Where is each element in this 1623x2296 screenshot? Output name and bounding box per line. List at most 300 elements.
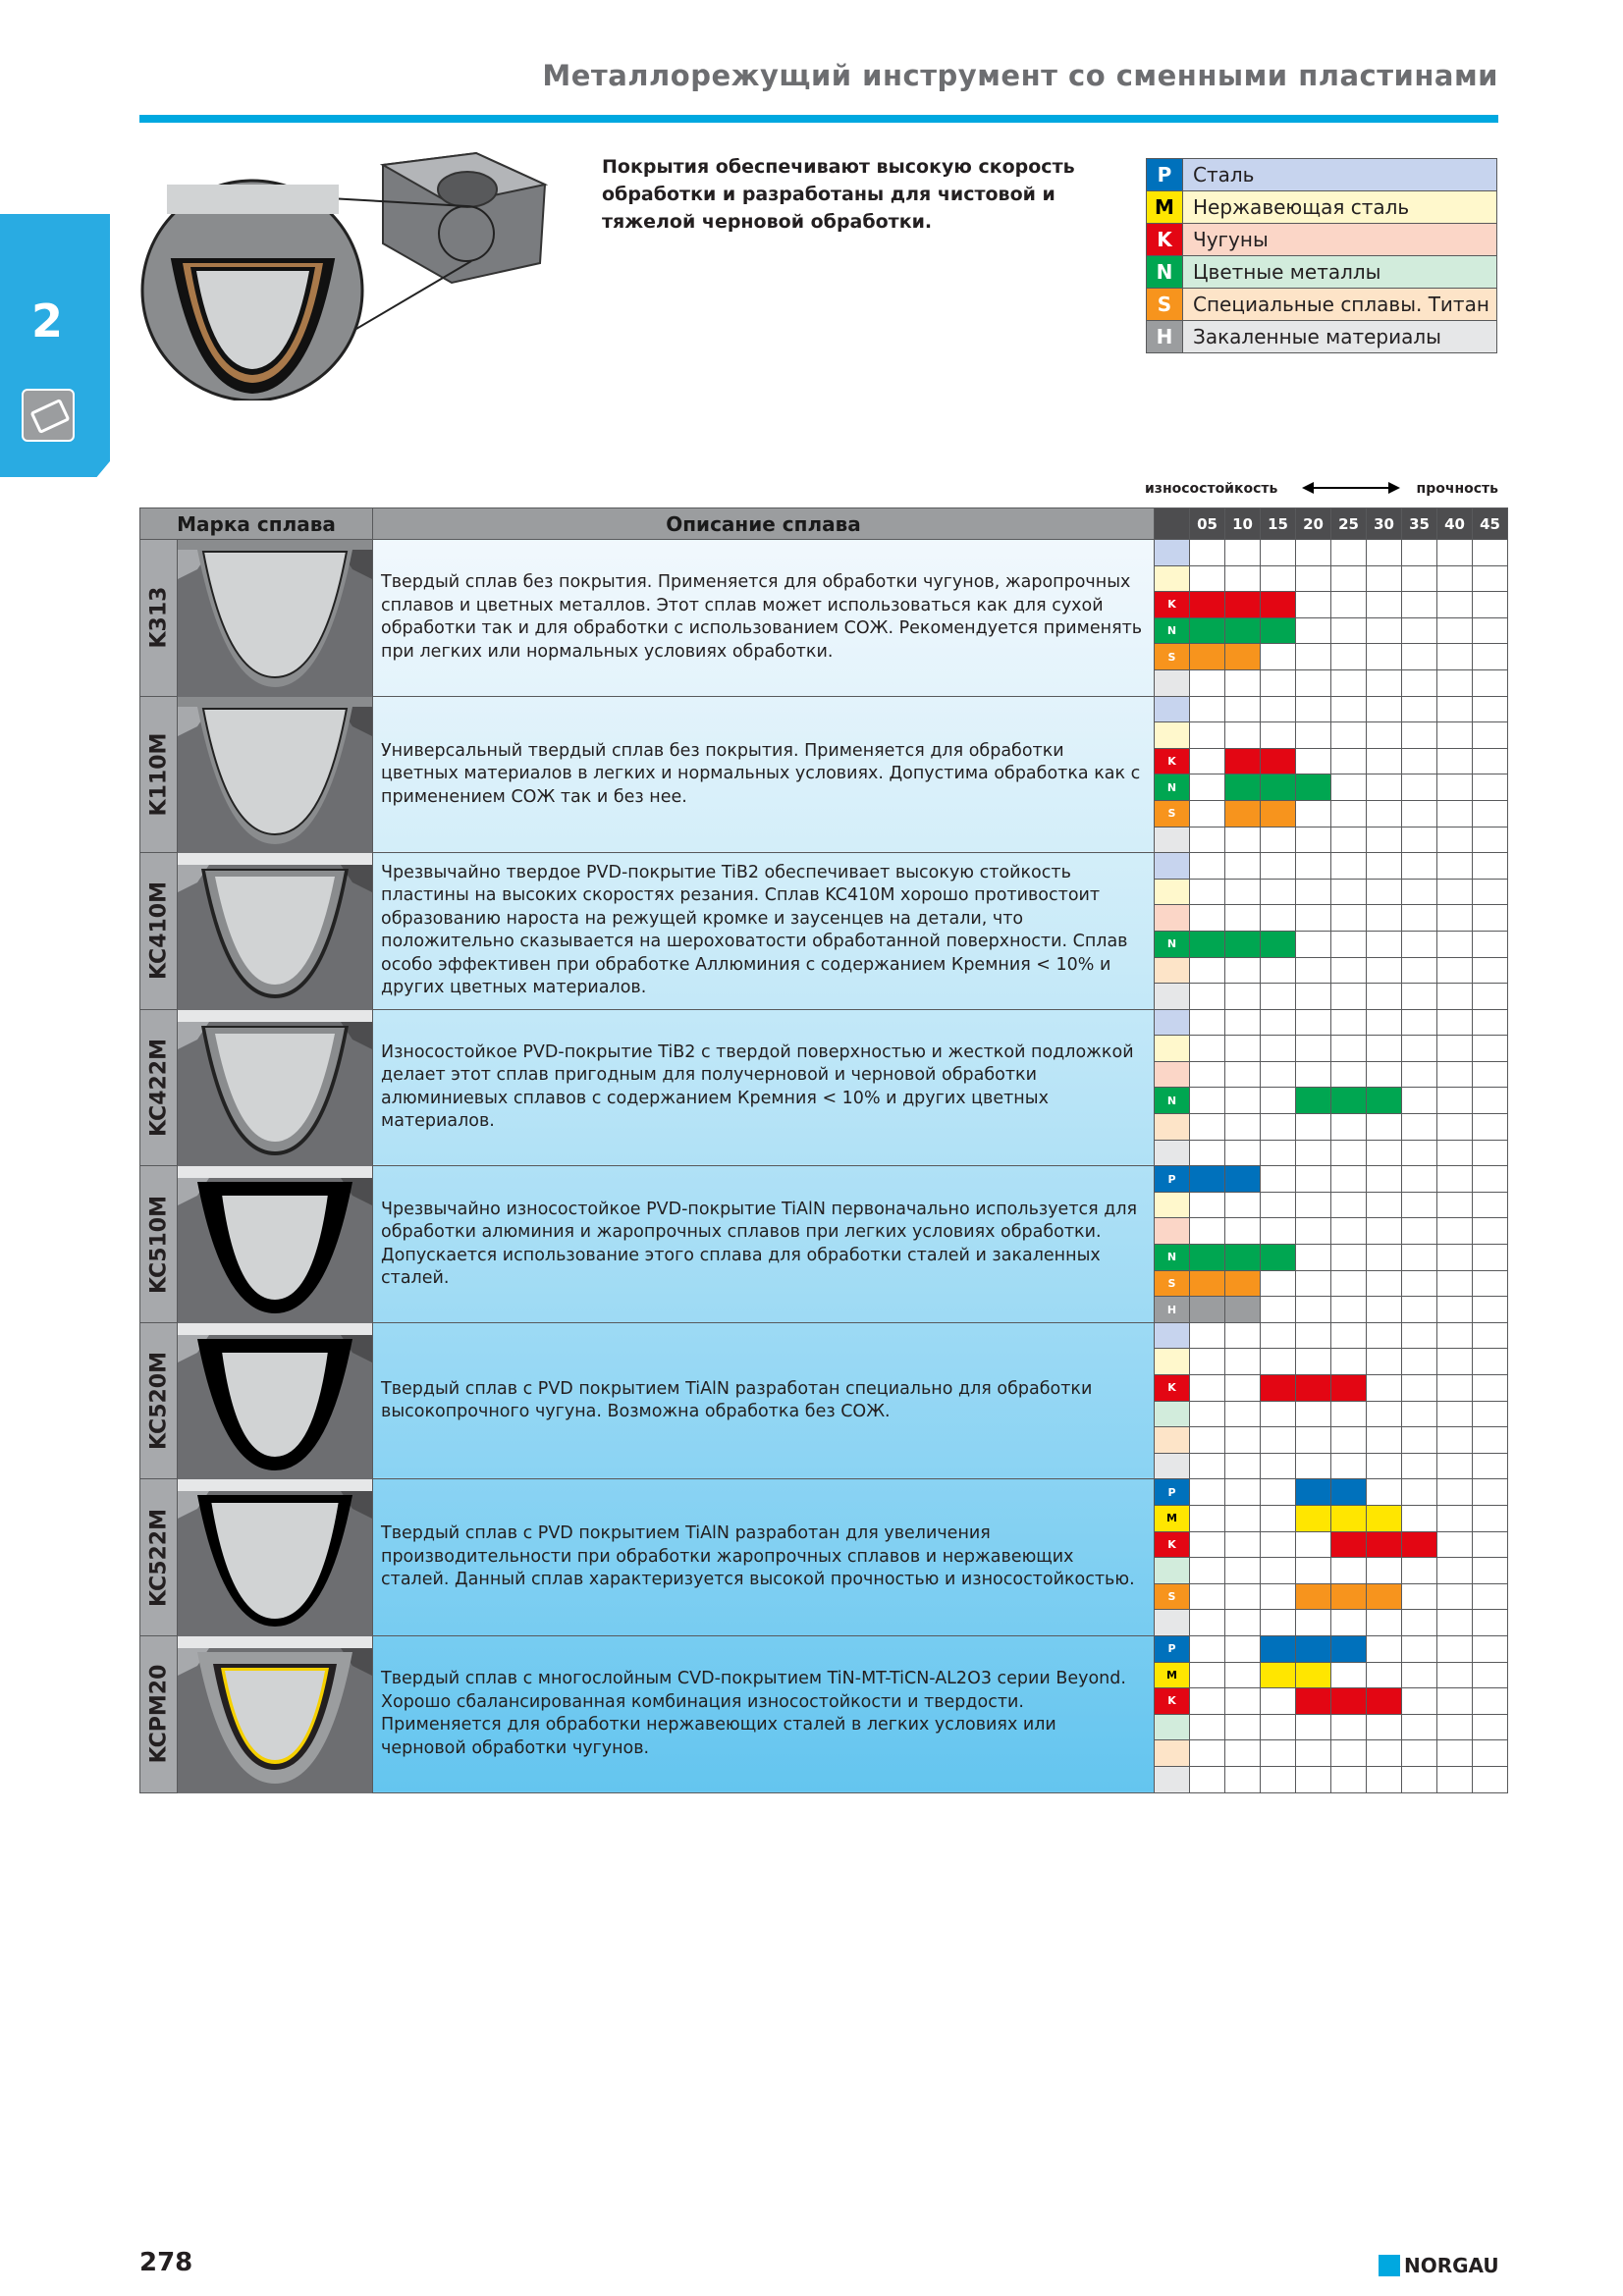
- application-range-cell: [1331, 1166, 1367, 1193]
- application-range-cell: [1261, 565, 1296, 592]
- legend-code: M: [1147, 191, 1183, 224]
- application-range-cell: [1261, 1322, 1296, 1349]
- legend-row: [1147, 289, 1497, 321]
- grade-name-cell: [140, 853, 178, 1010]
- grade-description: Универсальный твердый сплав без покрытия. Применяется для обработки цветных материалов в легких и нормальных условиях. Допустима обработка как с применением СОЖ так и без нее.: [373, 696, 1155, 853]
- application-range-cell: [1225, 1270, 1261, 1297]
- group-code-cell: S: [1155, 1583, 1190, 1610]
- application-range-cell: [1473, 748, 1508, 774]
- application-range-cell: [1402, 1036, 1437, 1062]
- group-code-cell: [1155, 853, 1190, 880]
- grade-description: Твердый сплав без покрытия. Применяется для обработки чугунов, жаропрочных сплавов и цветных металлов. Этот сплав может использоваться как для сухой обработки так и для обработки с использованием СОЖ. Рекомендуется применять при легких или нормальных условиях обработки.: [373, 540, 1155, 697]
- application-range-cell: [1331, 1479, 1367, 1506]
- application-range-cell: [1367, 905, 1402, 932]
- application-range-cell: [1190, 669, 1225, 696]
- application-range-cell: [1473, 1061, 1508, 1088]
- application-range-cell: [1261, 1140, 1296, 1166]
- application-range-cell: [1437, 1140, 1473, 1166]
- application-range-cell: [1473, 1349, 1508, 1375]
- application-range-cell: [1190, 957, 1225, 984]
- application-range-cell: [1402, 879, 1437, 905]
- group-code-cell: [1155, 957, 1190, 984]
- application-range-cell: [1402, 1635, 1437, 1662]
- application-range-cell: [1473, 1766, 1508, 1792]
- application-range-cell: [1225, 1740, 1261, 1767]
- application-range-cell: [1437, 1427, 1473, 1454]
- grade-subrow: [140, 853, 1508, 880]
- application-range-cell: [1473, 1453, 1508, 1479]
- application-range-cell: [1473, 1505, 1508, 1531]
- grade-name: KC522M: [146, 1508, 171, 1607]
- application-range-cell: [1367, 617, 1402, 644]
- application-range-cell: [1437, 1714, 1473, 1740]
- application-range-cell: [1367, 800, 1402, 827]
- application-range-cell: [1296, 540, 1331, 566]
- group-code-cell: [1155, 1036, 1190, 1062]
- grade-description: Твердый сплав с PVD покрытием TiAlN разработан для увеличения производительности при обработки жаропрочных сплавов и нержавеющих сталей. Данный сплав характеризуется высокой прочностью и износостойкостью.: [373, 1479, 1155, 1636]
- application-range-cell: [1473, 1297, 1508, 1323]
- application-range-cell: [1367, 1375, 1402, 1402]
- application-range-cell: [1296, 1714, 1331, 1740]
- application-range-cell: [1190, 1583, 1225, 1610]
- application-range-cell: [1331, 1688, 1367, 1715]
- application-range-cell: [1190, 1479, 1225, 1506]
- application-range-cell: [1402, 1140, 1437, 1166]
- application-range-cell: [1437, 1740, 1473, 1767]
- application-range-cell: [1367, 696, 1402, 722]
- application-range-cell: [1402, 1192, 1437, 1218]
- scale-column-header: 05: [1190, 508, 1225, 540]
- group-code-cell: [1155, 1714, 1190, 1740]
- application-range-cell: [1402, 1766, 1437, 1792]
- application-range-cell: [1261, 1270, 1296, 1297]
- group-code-cell: [1155, 1322, 1190, 1349]
- group-code-cell: [1155, 1349, 1190, 1375]
- scale-column-header: 30: [1367, 508, 1402, 540]
- legend-code: N: [1147, 256, 1183, 289]
- legend-code: K: [1147, 224, 1183, 256]
- application-range-cell: [1473, 827, 1508, 853]
- application-range-cell: [1296, 1009, 1331, 1036]
- application-range-cell: [1261, 1114, 1296, 1141]
- application-range-cell: [1190, 1009, 1225, 1036]
- application-range-cell: [1261, 1349, 1296, 1375]
- application-range-cell: [1367, 1322, 1402, 1349]
- application-range-cell: [1261, 1009, 1296, 1036]
- application-range-cell: [1402, 853, 1437, 880]
- application-range-cell: [1367, 1453, 1402, 1479]
- application-range-cell: [1473, 853, 1508, 880]
- application-range-cell: [1367, 1245, 1402, 1271]
- application-range-cell: [1261, 827, 1296, 853]
- application-range-cell: [1261, 1662, 1296, 1688]
- grade-name: KC410M: [146, 881, 171, 981]
- material-group-legend: [1146, 158, 1497, 353]
- application-range-cell: [1261, 644, 1296, 670]
- application-range-cell: [1225, 1375, 1261, 1402]
- grade-description: Чрезвычайно твердое PVD-покрытие TiB2 обеспечивает высокую стойкость пластины на высоких скоростях резания. Сплав KC410M хорошо противостоит образованию нароста на режущей кромке и заусенцев на детали, что положительно сказывается на шероховатости обработанной поверхности. Сплав особо эффективен при обработке Аллюминия с содержанием Кремния < 10% и других цветных материалов.: [373, 853, 1155, 1010]
- application-range-cell: [1473, 1009, 1508, 1036]
- application-range-cell: [1402, 931, 1437, 957]
- application-range-cell: [1296, 774, 1331, 801]
- application-range-cell: [1367, 748, 1402, 774]
- application-range-cell: [1296, 722, 1331, 749]
- application-range-cell: [1402, 957, 1437, 984]
- grade-name: KCPM20: [146, 1664, 171, 1764]
- group-code-cell: [1155, 669, 1190, 696]
- application-range-cell: [1402, 592, 1437, 618]
- grade-name-cell: [140, 1322, 178, 1479]
- application-range-cell: [1225, 748, 1261, 774]
- application-range-cell: [1225, 1245, 1261, 1271]
- header-rule: [139, 115, 1498, 123]
- application-range-cell: [1296, 1479, 1331, 1506]
- application-range-cell: [1225, 1088, 1261, 1114]
- application-range-cell: [1331, 1218, 1367, 1245]
- application-range-cell: [1437, 1322, 1473, 1349]
- application-range-cell: [1473, 1583, 1508, 1610]
- application-range-cell: [1296, 1558, 1331, 1584]
- application-range-cell: [1437, 1192, 1473, 1218]
- application-range-cell: [1190, 722, 1225, 749]
- application-range-cell: [1437, 1401, 1473, 1427]
- application-range-cell: [1190, 853, 1225, 880]
- group-code-cell: [1155, 1218, 1190, 1245]
- application-range-cell: [1437, 879, 1473, 905]
- application-range-cell: [1473, 1140, 1508, 1166]
- application-range-cell: [1473, 1740, 1508, 1767]
- application-range-cell: [1402, 1218, 1437, 1245]
- application-range-cell: [1190, 1531, 1225, 1558]
- scale-column-header: 10: [1225, 508, 1261, 540]
- application-range-cell: [1402, 1297, 1437, 1323]
- application-range-cell: [1367, 1531, 1402, 1558]
- application-range-cell: [1190, 984, 1225, 1010]
- application-range-cell: [1225, 1583, 1261, 1610]
- application-range-cell: [1473, 931, 1508, 957]
- application-range-cell: [1402, 540, 1437, 566]
- group-code-cell: [1155, 905, 1190, 932]
- application-range-cell: [1473, 565, 1508, 592]
- application-range-cell: [1331, 592, 1367, 618]
- application-range-cell: [1296, 1427, 1331, 1454]
- application-range-cell: [1367, 1114, 1402, 1141]
- application-range-cell: [1367, 879, 1402, 905]
- legend-label: Закаленные материалы: [1183, 321, 1497, 353]
- application-range-cell: [1437, 853, 1473, 880]
- application-range-cell: [1190, 1061, 1225, 1088]
- grade-name: K110M: [146, 732, 171, 817]
- scale-direction: [1145, 477, 1498, 501]
- application-range-cell: [1261, 540, 1296, 566]
- application-range-cell: [1261, 1505, 1296, 1531]
- application-range-cell: [1473, 669, 1508, 696]
- application-range-cell: [1190, 1505, 1225, 1531]
- application-range-cell: [1261, 1479, 1296, 1506]
- application-range-cell: [1331, 853, 1367, 880]
- application-range-cell: [1331, 617, 1367, 644]
- group-code-cell: [1155, 1558, 1190, 1584]
- application-range-cell: [1473, 800, 1508, 827]
- application-range-cell: [1190, 1270, 1225, 1297]
- application-range-cell: [1225, 1192, 1261, 1218]
- application-range-cell: [1437, 1766, 1473, 1792]
- application-range-cell: [1402, 1245, 1437, 1271]
- application-range-cell: [1261, 905, 1296, 932]
- application-range-cell: [1190, 1114, 1225, 1141]
- application-range-cell: [1296, 1531, 1331, 1558]
- application-range-cell: [1473, 1427, 1508, 1454]
- group-code-cell: N: [1155, 617, 1190, 644]
- application-range-cell: [1296, 592, 1331, 618]
- application-range-cell: [1402, 1479, 1437, 1506]
- application-range-cell: [1331, 1061, 1367, 1088]
- application-range-cell: [1331, 1270, 1367, 1297]
- group-code-cell: M: [1155, 1662, 1190, 1688]
- application-range-cell: [1402, 1114, 1437, 1141]
- application-range-cell: [1331, 644, 1367, 670]
- application-range-cell: [1261, 1166, 1296, 1193]
- application-range-cell: [1473, 722, 1508, 749]
- grade-name-cell: [140, 696, 178, 853]
- application-range-cell: [1261, 592, 1296, 618]
- group-code-cell: [1155, 696, 1190, 722]
- application-range-cell: [1367, 669, 1402, 696]
- legend-code: S: [1147, 289, 1183, 321]
- application-range-cell: [1261, 1427, 1296, 1454]
- application-range-cell: [1225, 984, 1261, 1010]
- application-range-cell: [1473, 1114, 1508, 1141]
- group-code-cell: K: [1155, 592, 1190, 618]
- application-range-cell: [1190, 696, 1225, 722]
- application-range-cell: [1190, 1166, 1225, 1193]
- application-range-cell: [1473, 1479, 1508, 1506]
- application-range-cell: [1296, 1610, 1331, 1636]
- application-range-cell: [1367, 931, 1402, 957]
- application-range-cell: [1190, 540, 1225, 566]
- application-range-cell: [1437, 931, 1473, 957]
- grade-description: Чрезвычайно износостойкое PVD-покрытие TiAlN первоначально используется для обработки алюминия и жаропрочных сплавов при легких условиях обработки. Допускается использование этого сплава для обработки сталей и закаленных сталей.: [373, 1166, 1155, 1323]
- application-range-cell: [1225, 1427, 1261, 1454]
- application-range-cell: [1367, 1714, 1402, 1740]
- group-code-cell: N: [1155, 1245, 1190, 1271]
- application-range-cell: [1402, 827, 1437, 853]
- application-range-cell: [1367, 1610, 1402, 1636]
- application-range-cell: [1296, 1688, 1331, 1715]
- application-range-cell: [1296, 644, 1331, 670]
- application-range-cell: [1261, 722, 1296, 749]
- application-range-cell: [1225, 1714, 1261, 1740]
- application-range-cell: [1367, 1140, 1402, 1166]
- application-range-cell: [1331, 1610, 1367, 1636]
- application-range-cell: [1190, 644, 1225, 670]
- double-arrow-icon: [1302, 481, 1400, 495]
- application-range-cell: [1331, 1009, 1367, 1036]
- application-range-cell: [1296, 565, 1331, 592]
- application-range-cell: [1402, 644, 1437, 670]
- legend-code: H: [1147, 321, 1183, 353]
- application-range-cell: [1225, 617, 1261, 644]
- application-range-cell: [1296, 1349, 1331, 1375]
- application-range-cell: [1296, 1036, 1331, 1062]
- grade-table: [139, 507, 1508, 1793]
- application-range-cell: [1261, 1714, 1296, 1740]
- application-range-cell: [1296, 1218, 1331, 1245]
- application-range-cell: [1225, 1061, 1261, 1088]
- application-range-cell: [1296, 1583, 1331, 1610]
- group-code-cell: [1155, 540, 1190, 566]
- application-range-cell: [1261, 957, 1296, 984]
- application-range-cell: [1225, 565, 1261, 592]
- application-range-cell: [1331, 984, 1367, 1010]
- grade-description: Износостойкое PVD-покрытие TiB2 с твердой поверхностью и жесткой подложкой делает этот сплав пригодным для получерновой и черновой обработки алюминиевых сплавов с содержанием Кремния < 10% и других цветных материалов.: [373, 1009, 1155, 1166]
- grade-name-cell: [140, 1166, 178, 1323]
- application-range-cell: [1225, 905, 1261, 932]
- group-code-cell: K: [1155, 1688, 1190, 1715]
- application-range-cell: [1437, 617, 1473, 644]
- application-range-cell: [1296, 1662, 1331, 1688]
- group-code-cell: K: [1155, 1531, 1190, 1558]
- application-range-cell: [1225, 879, 1261, 905]
- application-range-cell: [1296, 905, 1331, 932]
- application-range-cell: [1367, 1166, 1402, 1193]
- insert-profile-image: [178, 1479, 373, 1636]
- group-code-cell: M: [1155, 1505, 1190, 1531]
- application-range-cell: [1473, 696, 1508, 722]
- group-code-cell: H: [1155, 1297, 1190, 1323]
- description-column-header: Описание сплава: [373, 508, 1155, 540]
- application-range-cell: [1261, 1218, 1296, 1245]
- application-range-cell: [1331, 1427, 1367, 1454]
- legend-label: Специальные сплавы. Титан: [1183, 289, 1497, 321]
- application-range-cell: [1473, 1401, 1508, 1427]
- application-range-cell: [1402, 774, 1437, 801]
- legend-code: P: [1147, 159, 1183, 191]
- application-range-cell: [1261, 774, 1296, 801]
- application-range-cell: [1402, 1401, 1437, 1427]
- application-range-cell: [1225, 1558, 1261, 1584]
- application-range-cell: [1367, 1218, 1402, 1245]
- application-range-cell: [1261, 1453, 1296, 1479]
- group-code-cell: [1155, 984, 1190, 1010]
- application-range-cell: [1331, 1714, 1367, 1740]
- group-code-cell: [1155, 827, 1190, 853]
- application-range-cell: [1331, 1635, 1367, 1662]
- application-range-cell: [1261, 1558, 1296, 1584]
- application-range-cell: [1190, 1140, 1225, 1166]
- application-range-cell: [1473, 617, 1508, 644]
- application-range-cell: [1437, 1505, 1473, 1531]
- application-range-cell: [1331, 1088, 1367, 1114]
- application-range-cell: [1367, 644, 1402, 670]
- group-code-cell: N: [1155, 774, 1190, 801]
- application-range-cell: [1261, 669, 1296, 696]
- application-range-cell: [1402, 565, 1437, 592]
- application-range-cell: [1190, 800, 1225, 827]
- application-range-cell: [1331, 565, 1367, 592]
- legend-row: [1147, 224, 1497, 256]
- grade-name: KC510M: [146, 1195, 171, 1294]
- toughness-label: прочность: [1416, 481, 1498, 497]
- application-range-cell: [1473, 1036, 1508, 1062]
- group-code-cell: [1155, 1192, 1190, 1218]
- application-range-cell: [1190, 1218, 1225, 1245]
- application-range-cell: [1473, 644, 1508, 670]
- application-range-cell: [1331, 1192, 1367, 1218]
- application-range-cell: [1437, 1270, 1473, 1297]
- application-range-cell: [1402, 1375, 1437, 1402]
- application-range-cell: [1473, 774, 1508, 801]
- application-range-cell: [1402, 1610, 1437, 1636]
- application-range-cell: [1225, 800, 1261, 827]
- group-code-cell: [1155, 1453, 1190, 1479]
- application-range-cell: [1190, 1635, 1225, 1662]
- group-code-cell: K: [1155, 748, 1190, 774]
- application-range-cell: [1261, 1401, 1296, 1427]
- application-range-cell: [1225, 644, 1261, 670]
- application-range-cell: [1473, 1610, 1508, 1636]
- application-range-cell: [1473, 957, 1508, 984]
- application-range-cell: [1190, 879, 1225, 905]
- application-range-cell: [1296, 984, 1331, 1010]
- application-range-cell: [1190, 1297, 1225, 1323]
- application-range-cell: [1261, 748, 1296, 774]
- application-range-cell: [1331, 827, 1367, 853]
- application-range-cell: [1225, 1635, 1261, 1662]
- application-range-cell: [1437, 774, 1473, 801]
- application-range-cell: [1261, 879, 1296, 905]
- application-range-cell: [1331, 1531, 1367, 1558]
- insert-profile-image: [178, 853, 373, 1010]
- application-range-cell: [1437, 1114, 1473, 1141]
- application-range-cell: [1225, 1401, 1261, 1427]
- application-range-cell: [1402, 1583, 1437, 1610]
- application-range-cell: [1437, 1453, 1473, 1479]
- page-number: 278: [139, 2248, 193, 2277]
- scale-column-header: 20: [1296, 508, 1331, 540]
- insert-profile-image: [178, 1635, 373, 1792]
- application-range-cell: [1190, 1558, 1225, 1584]
- application-range-cell: [1473, 984, 1508, 1010]
- application-range-cell: [1473, 1192, 1508, 1218]
- application-range-cell: [1190, 1427, 1225, 1454]
- application-range-cell: [1367, 827, 1402, 853]
- application-range-cell: [1261, 1766, 1296, 1792]
- application-range-cell: [1402, 696, 1437, 722]
- application-range-cell: [1473, 1245, 1508, 1271]
- application-range-cell: [1261, 853, 1296, 880]
- application-range-cell: [1225, 1479, 1261, 1506]
- application-range-cell: [1296, 1453, 1331, 1479]
- application-range-cell: [1437, 1349, 1473, 1375]
- application-range-cell: [1261, 984, 1296, 1010]
- legend-row: [1147, 159, 1497, 191]
- application-range-cell: [1473, 905, 1508, 932]
- application-range-cell: [1225, 1297, 1261, 1323]
- application-range-cell: [1367, 1192, 1402, 1218]
- application-range-cell: [1296, 1505, 1331, 1531]
- application-range-cell: [1225, 853, 1261, 880]
- application-range-cell: [1261, 617, 1296, 644]
- application-range-cell: [1367, 540, 1402, 566]
- grade-name-cell: [140, 540, 178, 697]
- application-range-cell: [1473, 1558, 1508, 1584]
- group-code-cell: [1155, 1009, 1190, 1036]
- group-code-cell: P: [1155, 1166, 1190, 1193]
- application-range-cell: [1367, 957, 1402, 984]
- application-range-cell: [1367, 1349, 1402, 1375]
- application-range-cell: [1296, 1375, 1331, 1402]
